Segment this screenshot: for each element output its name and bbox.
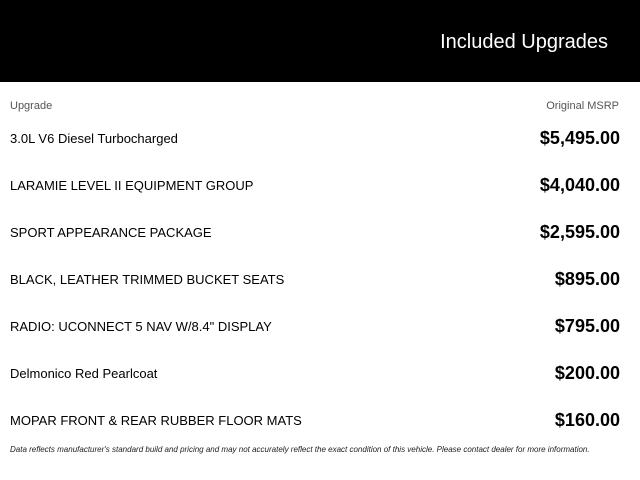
upgrade-price: $895.00 [554, 269, 620, 289]
upgrade-name: 3.0L V6 Diesel Turbocharged [10, 131, 178, 146]
list-item [0, 303, 640, 350]
upgrade-name: BLACK, LEATHER TRIMMED BUCKET SEATS [10, 272, 285, 287]
upgrade-name: RADIO: UCONNECT 5 NAV W/8.4" DISPLAY [10, 319, 272, 334]
page-title: Included Upgrades [440, 31, 608, 53]
upgrade-price: $200.00 [554, 363, 620, 383]
list-item [0, 209, 640, 256]
upgrade-name: MOPAR FRONT & REAR RUBBER FLOOR MATS [10, 413, 302, 428]
list-item [0, 350, 640, 397]
list-item [0, 256, 640, 303]
upgrade-price: $160.00 [554, 410, 620, 430]
msrp-column-header: Original MSRP [546, 100, 619, 112]
upgrade-list [0, 115, 640, 444]
header-bar [0, 0, 640, 82]
upgrade-price: $5,495.00 [539, 128, 620, 148]
upgrade-column-header: Upgrade [10, 100, 53, 112]
disclaimer-footnote: Data reflects manufacturer's standard build and pricing and may not accurately reflect the exact condition of this vehicle. Please contact dealer for more information. [10, 445, 590, 454]
upgrade-name: SPORT APPEARANCE PACKAGE [10, 225, 212, 240]
upgrade-price: $4,040.00 [539, 175, 620, 195]
list-item [0, 162, 640, 209]
upgrade-name: Delmonico Red Pearlcoat [10, 366, 158, 381]
upgrade-name: LARAMIE LEVEL II EQUIPMENT GROUP [10, 178, 254, 193]
list-item [0, 397, 640, 444]
upgrade-price: $2,595.00 [539, 222, 620, 242]
upgrade-price: $795.00 [554, 316, 620, 336]
list-item [0, 115, 640, 162]
